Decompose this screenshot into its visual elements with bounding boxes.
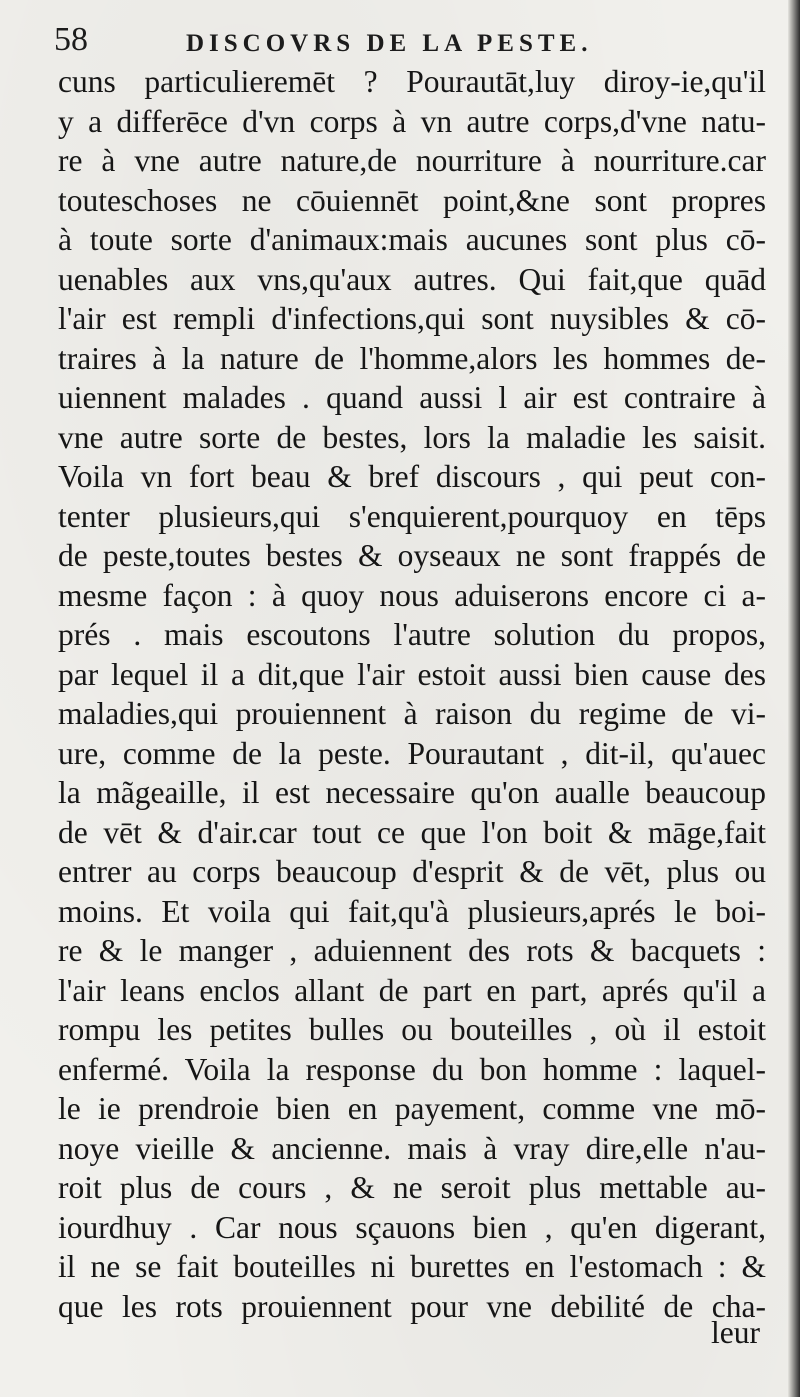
page-header (54, 18, 754, 68)
text-line: le ie prendroie bien en payement, comme vne mō- (58, 1091, 766, 1126)
text-line: noye vieille & ancienne. mais à vray dire,elle n'au- (58, 1130, 766, 1166)
text-line: moins. Et voila qui fait,qu'à plusieurs,aprés le boi- (58, 893, 766, 929)
text-line: traires à la nature de l'homme,alors les hommes de- (58, 340, 766, 376)
page-edge-shadow (788, 0, 800, 1397)
text-line: uiennent malades . quand aussi l air est contraire à (58, 380, 766, 415)
text-line: y a differēce d'vn corps à vn autre corps,d'vne natu- (58, 103, 766, 139)
text-line: maladies,qui prouiennent à raison du regime de vi- (58, 696, 766, 731)
text-line: l'air est rempli d'infections,qui sont nuysibles & cō- (58, 301, 766, 336)
text-line: mesme façon : à quoy nous aduiserons encore ci a- (58, 577, 766, 613)
text-line: tenter plusieurs,qui s'enquierent,pourquoy en tēps (58, 498, 766, 534)
text-line: Voila vn fort beau & bref discours , qui peut con- (58, 459, 766, 494)
text-line: vne autre sorte de bestes, lors la maladie les saisit. (58, 419, 766, 455)
text-line: enfermé. Voila la response du bon homme : laquel- (58, 1051, 766, 1087)
running-head: DISCOVRS DE LA PESTE. (186, 30, 593, 57)
text-line: roit plus de cours , & ne seroit plus mettable au- (58, 1170, 766, 1205)
text-line: cuns particulieremēt ? Pourautāt,luy diroy-ie,qu'il (58, 64, 766, 99)
catchword: leur (711, 1315, 760, 1350)
text-line: rompu les petites bulles ou bouteilles , où il estoit (58, 1012, 766, 1047)
text-line: l'air leans enclos allant de part en part, aprés qu'il a (58, 972, 766, 1008)
text-line: iourdhuy . Car nous sçauons bien , qu'en digerant, (58, 1209, 766, 1245)
text-line: par lequel il a dit,que l'air estoit aussi bien cause des (58, 656, 766, 692)
text-line: prés . mais escoutons l'autre solution du propos, (58, 617, 766, 652)
text-line: la mãgeaille, il est necessaire qu'on aualle beaucoup (58, 775, 766, 810)
text-line: à toute sorte d'animaux:mais aucunes sont plus cō- (58, 222, 766, 257)
page-number: 58 (54, 21, 88, 58)
text-line: re & le manger , aduiennent des rots & bacquets : (58, 933, 766, 968)
text-line: ure, comme de la peste. Pourautant , dit-il, qu'auec (58, 735, 766, 771)
text-line: de peste,toutes bestes & oyseaux ne sont frappés de (58, 538, 766, 573)
text-line: touteschoses ne cōuiennēt point,&ne sont propres (58, 182, 766, 218)
text-line: il ne se fait bouteilles ni burettes en l'estomach : & (58, 1249, 766, 1284)
text-line: re à vne autre nature,de nourriture à nourriture.car (58, 143, 766, 178)
text-line: entrer au corps beaucoup d'esprit & de vēt, plus ou (58, 854, 766, 889)
text-line: de vēt & d'air.car tout ce que l'on boit & māge,fait (58, 814, 766, 850)
body-text (58, 62, 766, 1326)
text-line: uenables aux vns,qu'aux autres. Qui fait,que quād (58, 261, 766, 297)
text-line: que les rots prouiennent pour vne debilité de cha- (58, 1288, 766, 1324)
